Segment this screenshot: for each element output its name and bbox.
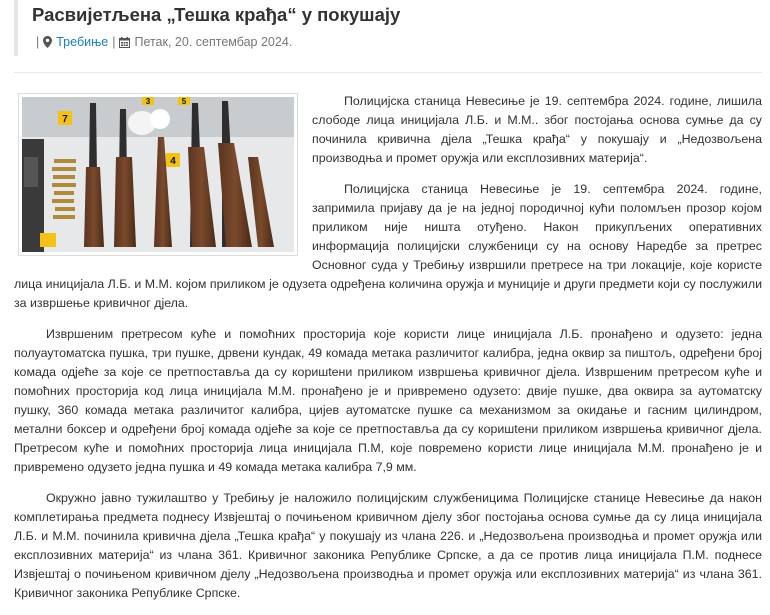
paragraph: Полицијска станица Невесиње је 19. септембра 2024. године, лишила слободе лица иницијала Л.Б. и М.М.. због постојања основа сумње да су починила кривична дјела „Тешка крађа“ у покушају и „Недозвољена производња и промет оружја или експлозивних материја“. xyxy=(312,94,762,165)
article-header xyxy=(14,0,764,56)
location-link[interactable]: Требиње xyxy=(56,35,109,49)
paragraph: Окружно јавно тужилаштво у Требињу је наложило полицијским службеницима Полицијске станице Невесиње да након комплетирања предмета поднесу Извјештај о почињеном кривичном дјелу због постојања основа сумње да су лица иницијала Л.Б. и М.М. починила кривична дјела „Тешка крађа“ у покушају из члана 226. и „Недозвољена производња и промет оружја или експлозивних материја“ из члана 361. Кривичног законика Републике Српске, а да се против лица иницијала П.М. поднесе Извјештај о почињеном кривичном дјелу „Недозвољена производња и промет оружја или експлозивних материја“ из члана 361. Кривичног законика Републике Српске. xyxy=(14,491,762,600)
paragraph: Извршеним претресом куће и помоћних просторија које користи лице иницијала Л.Б. пронађено и одузето: једна полуаутоматска пушка, три пушке, дрвени кундак, 49 комада метака различитог калибра, једна оквир за пиштољ, одређени број комада одјеће за које се претпоставља да су коришteни приликом извршења кривичног дјела. Извршеним претресом куће и помоћних просторија код лица иницијала М.М. пронађено је и привремено одузето: двије пушке, два оквира за аутоматску пушку, 360 комада метака различитог калибра, цијев аутоматске пушке са механизмом за окидање и гасним цилиндром, метални боксер и одређени број комада одјеће за које се претпоставља да су коришteни приликом извршења кривичног дјела. Претресом куће и помоћних просторија лица иницијала П.М, које повремено користи лице иницијала М.М. пронађено је и привремено одузето једна пушка и 49 комада метака калибра 7,9 мм. xyxy=(14,327,762,474)
map-pin-icon xyxy=(43,36,52,48)
article-photo xyxy=(18,93,298,256)
svg-text:7: 7 xyxy=(62,114,68,125)
article-title: Расвијетљена „Тешка крађа“ у покушају xyxy=(32,4,401,25)
calendar-icon xyxy=(119,37,130,48)
header-divider xyxy=(14,72,762,73)
meta-separator: | xyxy=(36,35,40,49)
paragraph: Полицијска станица Невесиње је 19. септембра 2024. године, запримила пријаву да је на једној породичној кући поломљен прозор којом приликом није ништа отуђено. Након прикупљених оперативних информација полицијски службеници су на основу Наредбе за претрес Основног суда у Требињу извршили претресе на три локације, које користе лица иницијала Л.Б. и М.М. којом приликом је одузета одређена количина оружја и муниције и други предмети који су послужили за извршење кривичног дјела. xyxy=(14,182,762,310)
seized-weapons-photo xyxy=(22,97,294,252)
svg-text:4: 4 xyxy=(170,156,176,167)
article-date: Петак, 20. септембар 2024. xyxy=(134,35,293,49)
article-meta xyxy=(32,35,292,49)
svg-text:3: 3 xyxy=(145,97,151,106)
svg-text:5: 5 xyxy=(181,97,187,106)
article-body xyxy=(14,92,762,615)
meta-separator: | xyxy=(112,35,116,49)
